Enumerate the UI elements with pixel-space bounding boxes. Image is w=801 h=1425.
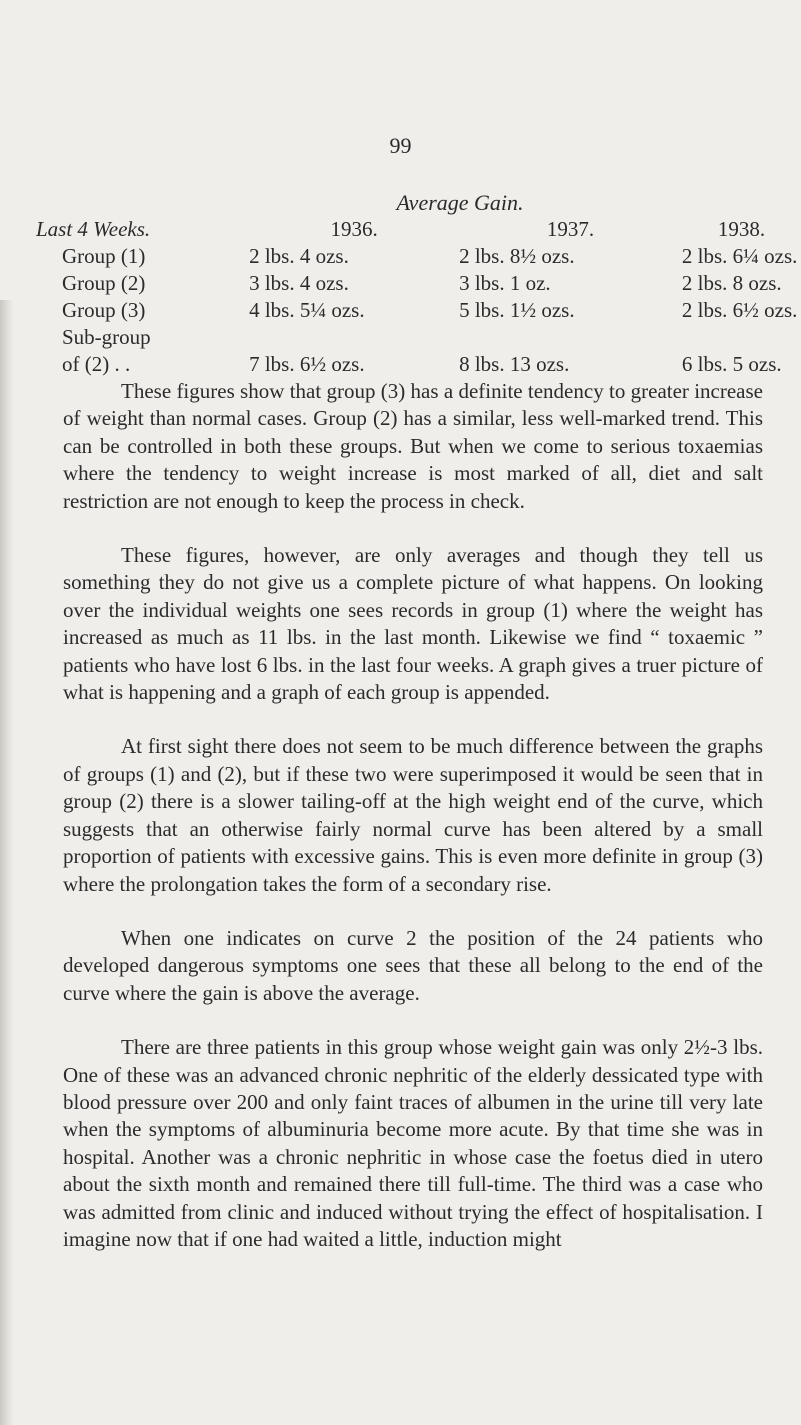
table-cell	[459, 323, 682, 350]
table-caption: Average Gain.	[396, 190, 524, 215]
table-cell: 6 lbs. 5 ozs.	[681, 352, 782, 376]
row-label: of (2) . .	[62, 352, 131, 376]
binding-shadow	[0, 300, 14, 1425]
table-cell: 5 lbs. 1½ ozs.	[459, 298, 575, 322]
body-text	[63, 378, 763, 1280]
paragraph: There are three patients in this group whose weight gain was only 2½-3 lbs. One of these was an advanced chronic nephritic of the elderly dessicated type with blood pressure over 200 and only faint traces of albumen in the urine till very late when the symptoms of albuminuria become more acute. By that time she was in hospital. Another was a chronic nephritic in whose case the foetus died in utero about the sixth month and remained there till full-time. The third was a case who was admitted from clinic and induced without trying the effect of hospitalisation. I imagine now that if one had waited a little, induction might	[63, 1035, 763, 1251]
table-cell	[682, 323, 801, 350]
table-row	[36, 296, 801, 323]
table-cell: 4 lbs. 5¼ ozs.	[249, 298, 365, 322]
table-cell: 3 lbs. 1 oz.	[459, 271, 551, 295]
table-cell: 2 lbs. 4 ozs.	[249, 244, 349, 268]
table-row	[36, 269, 801, 296]
table-row	[36, 323, 801, 350]
paragraph: At first sight there does not seem to be much difference between the graphs of groups (1) and (2), but if these two were superimposed it would be seen that in group (2) there is a slower tailing-off at the high weight end of the curve, which suggests that an otherwise fairly normal curve has been altered by a small proportion of patients with excessive gains. This is even more definite in group (3) where the prolongation takes the form of a secondary rise.	[63, 734, 763, 896]
row-label: Group (3)	[62, 298, 146, 322]
table-cell: 7 lbs. 6½ ozs.	[249, 352, 365, 376]
paragraph: These figures, however, are only averages and though they tell us something they do not give us a complete picture of what happens. On looking over the individual weights one sees records in group (1) where the weight has increased as much as 11 lbs. in the last month. Likewise we find “ toxaemic ” patients who have lost 6 lbs. in the last four weeks. A graph gives a truer picture of what is happening and a graph of each group is appended.	[63, 543, 763, 705]
row-label: Group (2)	[62, 271, 146, 295]
table-header-row	[36, 215, 801, 242]
table-cell: 8 lbs. 13 ozs.	[459, 352, 570, 376]
header-1936: 1936.	[330, 217, 378, 241]
row-label: Group (1)	[62, 244, 146, 268]
page-number: 99	[389, 133, 412, 158]
header-1937: 1937.	[546, 217, 595, 241]
paragraph: When one indicates on curve 2 the position of the 24 patients who developed dangerous symptoms one sees that these all belong to the end of the curve where the gain is above the average.	[63, 925, 763, 1005]
table-cell	[249, 323, 459, 350]
table-cell: 3 lbs. 4 ozs.	[249, 271, 349, 295]
table-row	[36, 242, 801, 269]
table-row	[36, 350, 801, 377]
average-gain-table	[36, 215, 801, 377]
table-cell: 2 lbs. 8½ ozs.	[459, 244, 575, 268]
paragraph: These figures show that group (3) has a definite tendency to greater increase of weight than normal cases. Group (2) has a similar, less well-marked trend. This can be controlled in both these groups. But when we come to serious toxaemias where the tendency to weight increase is most marked of all, diet and salt restriction are not enough to keep the process in check.	[63, 379, 763, 513]
table-cell: 2 lbs. 8 ozs.	[681, 271, 782, 295]
table-cell: 2 lbs. 6½ ozs.	[681, 298, 798, 322]
table-cell: 2 lbs. 6¼ ozs.	[681, 244, 798, 268]
row-label: Sub-group	[62, 325, 151, 349]
header-1938: 1938.	[717, 217, 766, 241]
header-period: Last 4 Weeks.	[36, 217, 151, 241]
